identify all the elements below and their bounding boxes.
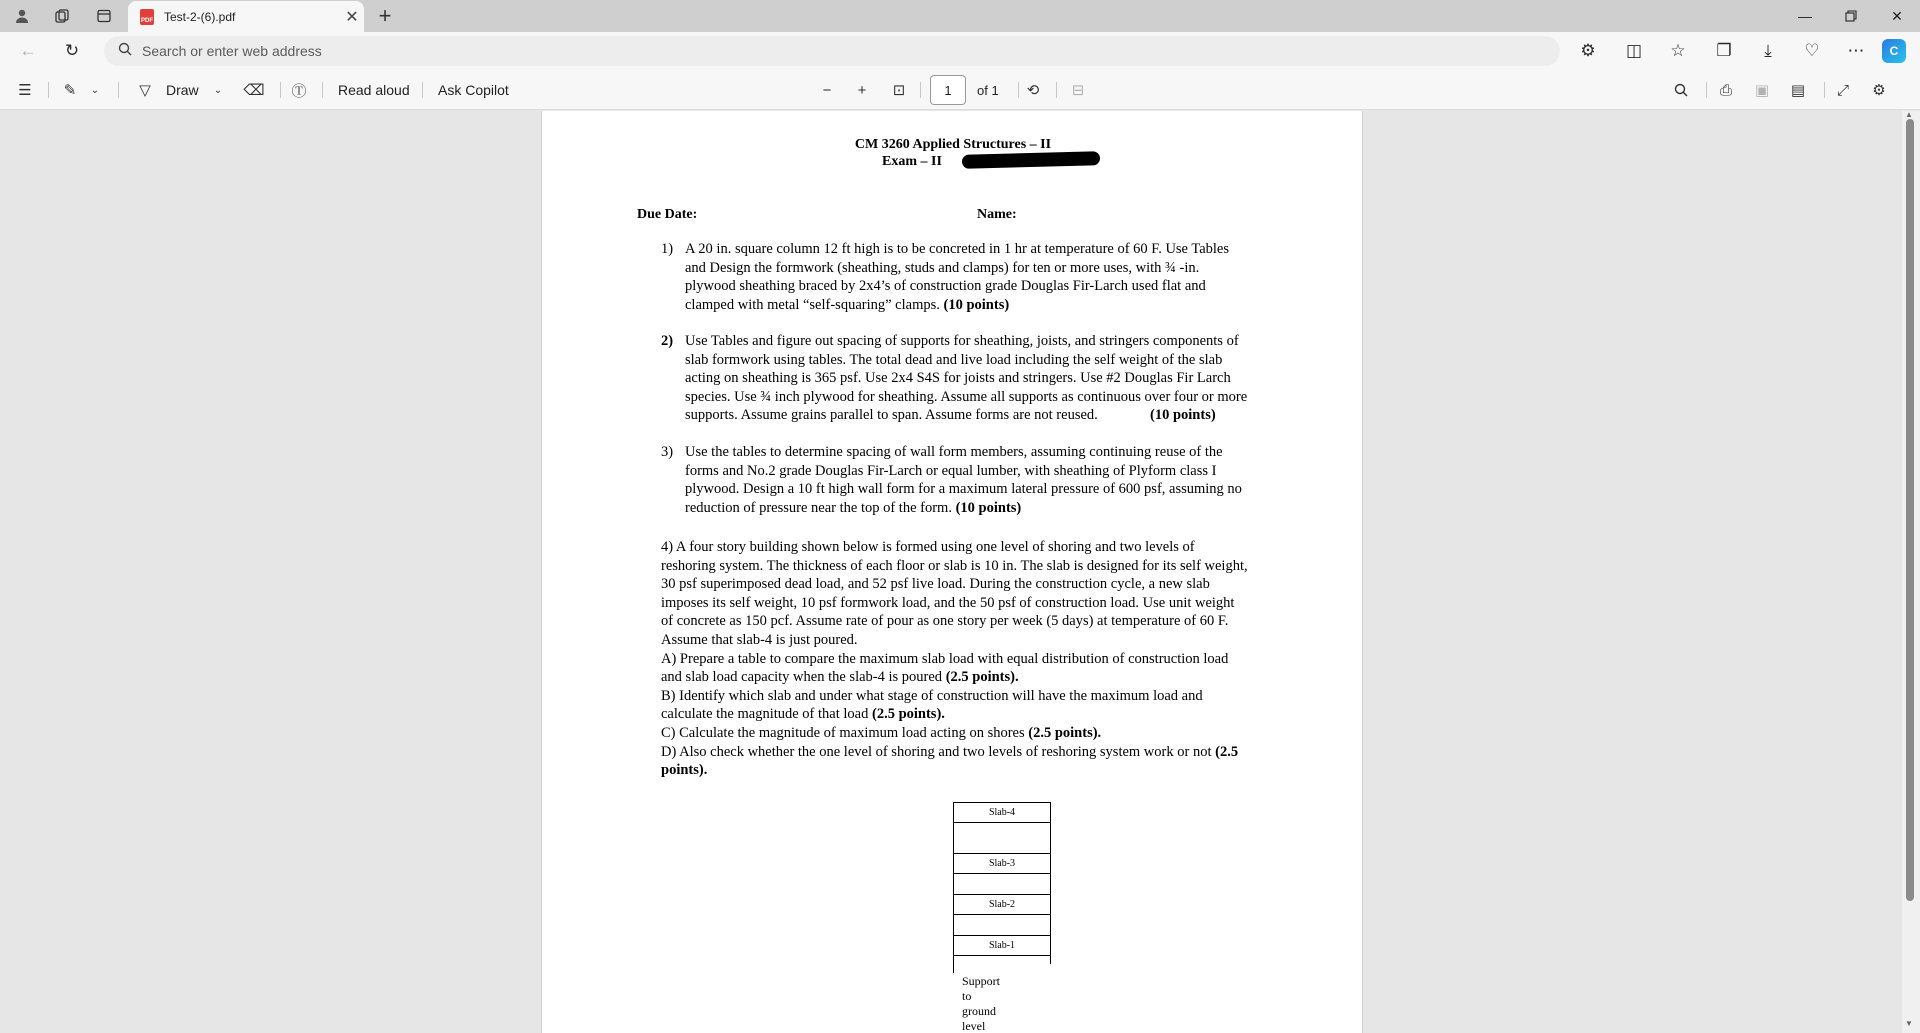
restore-icon[interactable] [1828, 0, 1874, 32]
question-2: 2) Use Tables and figure out spacing of supports for sheathing, joists, and stringers components of slab formwork using tables. The total dead and live load including the self weight of the slab acting on sheathing is 365 psf. Use 2x4 S4S for joists and stringers. Use #2 Douglas Fir Larch species. Use ¾ inch plywood for sheathing. Assume all supports as continuous over four or more supports. Assume grains parallel to span. Assume forms are not reused. (10 points) [661, 333, 1248, 423]
ask-copilot-button[interactable]: Ask Copilot [438, 82, 509, 98]
question-3: 3) Use the tables to determine spacing of wall form members, assuming continuing reuse of the forms and No.2 grade Douglas Fir-Larch or equal lumber, with sheathing of Plyform class I plywood. Design a 10 ft high wall form for a maximum lateral pressure of 600 psf, assuming no reduction of pressure near the top of the form. (10 points) [661, 444, 1242, 516]
back-icon[interactable]: ← [19, 41, 37, 60]
extensions-icon[interactable]: ⚙ [1580, 41, 1596, 60]
draw-button[interactable]: Draw [166, 82, 199, 98]
close-tab-icon[interactable]: ✕ [345, 8, 359, 26]
question-4b: B) Identify which slab and under what stage of construction will have the maximum load and [661, 687, 1203, 704]
eraser-icon[interactable]: ⌫ [243, 82, 265, 99]
question-4c: C) Calculate the magnitude of maximum load acting on shores (2.5 points). [661, 724, 1102, 741]
pdf-toolbar [0, 70, 1920, 110]
fit-page-icon[interactable]: ⊡ [892, 82, 906, 99]
close-window-icon[interactable]: ✕ [1891, 7, 1903, 24]
collections-icon[interactable]: ❐ [1716, 41, 1732, 60]
name-label: Name: [977, 207, 1017, 222]
contents-icon[interactable]: ☰ [18, 82, 32, 99]
tab-title: Test-2-(6).pdf [164, 9, 236, 24]
draw-chevron-down-icon[interactable]: ⌄ [213, 84, 223, 96]
favorites-icon[interactable]: ☆ [1670, 41, 1686, 60]
workspaces-icon[interactable] [42, 0, 82, 32]
settings-gear-icon[interactable]: ⚙ [1872, 82, 1886, 99]
minimize-icon[interactable]: — [1798, 8, 1812, 24]
page-number-input[interactable] [930, 75, 966, 105]
tab-actions-icon[interactable] [84, 0, 124, 32]
due-date-label: Due Date: [637, 207, 698, 222]
read-aloud-button[interactable]: Read aloud [338, 82, 410, 98]
tab-pdf[interactable] [128, 1, 364, 32]
downloads-icon[interactable]: ⤓ [1764, 41, 1772, 60]
zoom-in-icon[interactable]: + [857, 81, 867, 99]
document-subtitle: Exam – II [882, 154, 942, 169]
scroll-thumb[interactable] [1906, 119, 1914, 901]
pdf-page [541, 111, 1363, 1033]
question-4: 4) A four story building shown below is formed using one level of shoring and two levels of reshoring system. The thickness of each floor or slab is 10 in. The slab is designed for its self weight, 30 psf superimposed dead load, and 52 psf live load. During the construction cycle, a new slab imposes its self weight, 10 psf formwork load, and the 50 psf of construction load. Use unit weight of concrete as 150 pcf. Assume rate of pour as one story per week (5 days) at temperature of 60 F. Assume that slab-4 is just poured. A) Prepare a table to compare the maximum slab load with equal distribution of construction load and slab load capacity when the slab-4 is poured (2.5 points). B) Identify which slab and under what stage of construction will have the maximum load and calculate the magnitude of that load (2.5 points). C) Calculate the magnitude of maximum load acting on shores (2.5 points). D) Also check whether the one level of shoring and two levels of reshoring system work or not (2.5 points). [661, 538, 1323, 780]
search-icon [118, 42, 132, 61]
copilot-icon[interactable]: C [1882, 39, 1906, 63]
slab-4-box: Slab-4 [953, 802, 1051, 823]
vertical-scrollbar[interactable] [1902, 111, 1920, 1033]
save-as-icon[interactable]: ▤ [1790, 82, 1806, 99]
browser-essentials-icon[interactable]: ♡ [1804, 41, 1820, 60]
draw-icon[interactable]: ▽ [139, 82, 151, 99]
document-viewport[interactable] [0, 111, 1902, 1033]
find-icon[interactable] [1666, 70, 1696, 110]
address-bar[interactable] [104, 36, 1560, 66]
split-screen-icon[interactable]: ◫ [1625, 41, 1643, 60]
zoom-out-icon[interactable]: − [822, 81, 832, 99]
new-tab-icon[interactable]: + [378, 3, 392, 28]
slab-3-box: Slab-3 [953, 853, 1051, 874]
question-4a: A) Prepare a table to compare the maximum slab load with equal distribution of construction load [661, 650, 1229, 667]
refresh-icon[interactable]: ↻ [64, 41, 80, 60]
text-icon[interactable]: Ⓣ [291, 82, 307, 100]
fullscreen-icon[interactable]: ⤢ [1836, 81, 1849, 99]
question-1: 1) A 20 in. square column 12 ft high is to be concreted in 1 hr at temperature of 60 F. Use Tables and Design the formwork (sheathing, studs and clamps) for ten or more uses, with ¾ -in. plywood sheathing braced by 2x4’s of construction grade Douglas Fir-Larch used flat and clamped with metal “self-squaring” clamps. (10 points) [661, 241, 1229, 313]
slab-2-box: Slab-2 [953, 894, 1051, 915]
question-4d: D) Also check whether the one level of shoring and two levels of reshoring system work or not (2.5 [661, 743, 1239, 760]
more-options-icon[interactable]: ⋯ [1847, 41, 1865, 60]
scroll-up-icon[interactable]: ▲ [1905, 110, 1913, 119]
profile-icon[interactable] [2, 0, 42, 32]
highlight-icon[interactable]: ✎ [63, 82, 77, 99]
address-input[interactable] [142, 43, 1522, 59]
save-icon[interactable]: ▣ [1754, 82, 1770, 99]
tab-strip [0, 0, 1920, 32]
document-title: CM 3260 Applied Structures – II [854, 137, 1052, 152]
rotate-icon[interactable]: ⟲ [1026, 82, 1040, 99]
scroll-down-icon[interactable]: ▼ [1905, 1019, 1913, 1028]
page-total: of 1 [977, 82, 999, 98]
print-icon[interactable]: ⎙ [1719, 81, 1732, 99]
page-view-icon[interactable]: ⊟ [1071, 82, 1085, 99]
navigation-bar [0, 32, 1920, 70]
support-label: Support to ground level [962, 974, 1001, 1033]
highlight-chevron-down-icon[interactable]: ⌄ [90, 84, 100, 96]
pdf-file-icon: PDF [140, 9, 154, 25]
slab-1-box: Slab-1 [953, 935, 1051, 956]
